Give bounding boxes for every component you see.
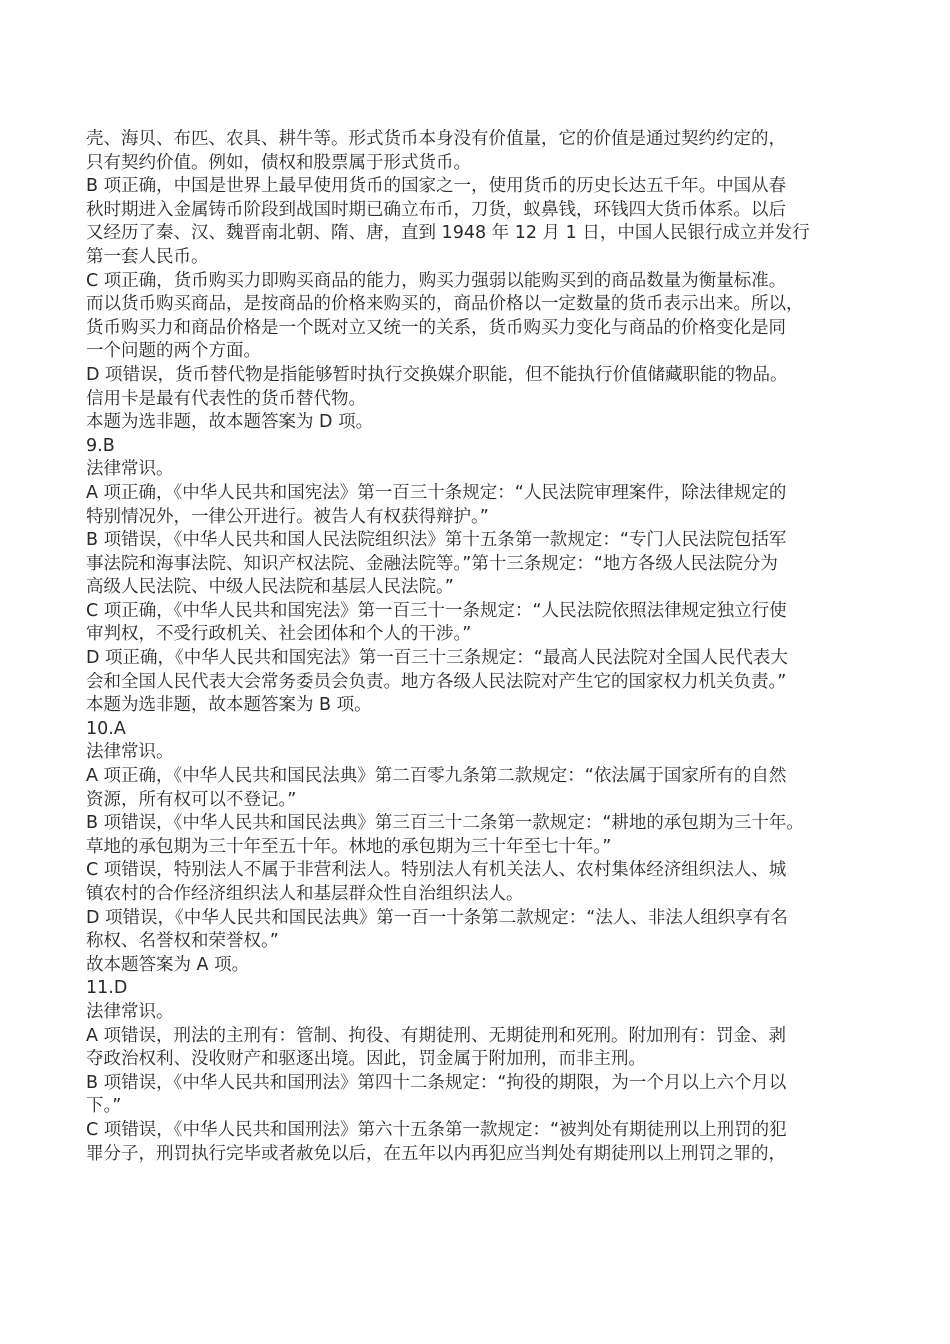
text-line: 故本题答案为 A 项。 [86, 954, 250, 975]
text-line: 草地的承包期为三十年至五十年。林地的承包期为三十年至七十年。” [86, 836, 612, 857]
text-line: 法律常识。 [86, 1001, 174, 1022]
text-line: 壳、海贝、布匹、农具、耕牛等。形式货币本身没有价值量，它的价值是通过契约约定的， [86, 129, 786, 149]
text-line: B 项正确，中国是世界上最早使用货币的国家之一，使用货币的历史长达五千年。中国从春 [86, 176, 787, 197]
text-line: 11.D [86, 978, 128, 999]
text-line: 第一套人民币。 [86, 246, 209, 267]
text-line: A 项错误，刑法的主刑有：管制、拘役、有期徒刑、无期徒刑和死刑。附加刑有：罚金、剥 [86, 1025, 787, 1046]
text-line: 审判权，不受行政机关、社会团体和个人的干涉。” [86, 624, 472, 645]
text-line: D 项正确，《中华人民共和国宪法》第一百三十三条规定：“最高人民法院对全国人民代表大 [86, 648, 788, 669]
text-line: A 项正确，《中华人民共和国民法典》第二百零九条第二款规定：“依法属于国家所有的自然 [86, 766, 787, 787]
text-line: 法律常识。 [86, 459, 174, 480]
text-line: 一个问题的两个方面。 [86, 341, 261, 362]
text-line: 本题为选非题，故本题答案为 B 项。 [86, 695, 372, 716]
text-line: 会和全国人民代表大会常务委员会负责。地方各级人民法院对产生它的国家权力机关负责。” [86, 671, 787, 692]
text-line: C 项正确，货币购买力即购买商品的能力，购买力强弱以能购买到的商品数量为衡量标准。 [86, 270, 787, 291]
text-line: C 项错误，特别法人不属于非营利法人。特别法人有机关法人、农村集体经济组织法人、城 [86, 860, 787, 881]
text-line: 秋时期进入金属铸币阶段到战国时期已确立布币，刀货，蚁鼻钱，环钱四大货币体系。以后 [86, 199, 786, 220]
text-line: 下。” [86, 1096, 122, 1117]
text-line: 信用卡是最有代表性的货币替代物。 [86, 388, 366, 409]
text-line: 事法院和海事法院、知识产权法院、金融法院等。”第十三条规定：“地方各级人民法院分为 [86, 553, 778, 574]
text-line: B 项错误，《中华人民共和国民法典》第三百三十二条第一款规定：“耕地的承包期为三十年。 [86, 813, 804, 834]
text-line: B 项错误，《中华人民共和国刑法》第四十二条规定：“拘役的期限，为一个月以上六个月以 [86, 1072, 787, 1093]
text-line: 10.A [86, 718, 126, 739]
text-line: 罪分子，刑罚执行完毕或者赦免以后，在五年以内再犯应当判处有期徒刑以上刑罚之罪的， [86, 1143, 786, 1164]
text-line: C 项错误，《中华人民共和国刑法》第六十五条第一款规定：“被判处有期徒刑以上刑罚的犯 [86, 1119, 787, 1140]
text-line: 货币购买力和商品价格是一个既对立又统一的关系，货币购买力变化与商品的价格变化是同 [86, 317, 786, 338]
text-line: 而以货币购买商品，是按商品的价格来购买的，商品价格以一定数量的货币表示出来。所以， [86, 294, 804, 315]
text-line: D 项错误，《中华人民共和国民法典》第一百一十条第二款规定：“法人、非法人组织享有名 [86, 907, 788, 928]
text-line: 资源，所有权可以不登记。” [86, 789, 297, 810]
text-line: 9.B [86, 435, 115, 456]
text-line: 高级人民法院、中级人民法院和基层人民法院。” [86, 577, 454, 598]
text-line: 法律常识。 [86, 742, 174, 763]
text-line: 本题为选非题，故本题答案为 D 项。 [86, 412, 374, 433]
text-line: 夺政治权利、没收财产和驱逐出境。因此，罚金属于附加刑，而非主刑。 [86, 1049, 646, 1070]
text-line: D 项错误，货币替代物是指能够暂时执行交换媒介职能，但不能执行价值储藏职能的物品。 [86, 364, 788, 385]
text-line: 特别情况外，一律公开进行。被告人有权获得辩护。” [86, 506, 489, 527]
text-line: 又经历了秦、汉、魏晋南北朝、隋、唐，直到 1948 年 12 月 1 日，中国人民银行成立并发行 [86, 223, 810, 244]
text-line: 镇农村的合作经济组织法人和基层群众性自治组织法人。 [86, 884, 524, 904]
document-body [86, 128, 876, 1166]
text-line: C 项正确，《中华人民共和国宪法》第一百三十一条规定：“人民法院依照法律规定独立行使 [86, 600, 787, 621]
text-line: B 项错误，《中华人民共和国人民法院组织法》第十五条第一款规定：“专门人民法院包括军 [86, 530, 787, 551]
text-line: 只有契约价值。例如，债权和股票属于形式货币。 [86, 152, 471, 173]
text-line: 称权、名誉权和荣誉权。” [86, 931, 279, 952]
text-line: A 项正确，《中华人民共和国宪法》第一百三十条规定：“人民法院审理案件，除法律规定的 [86, 482, 787, 503]
